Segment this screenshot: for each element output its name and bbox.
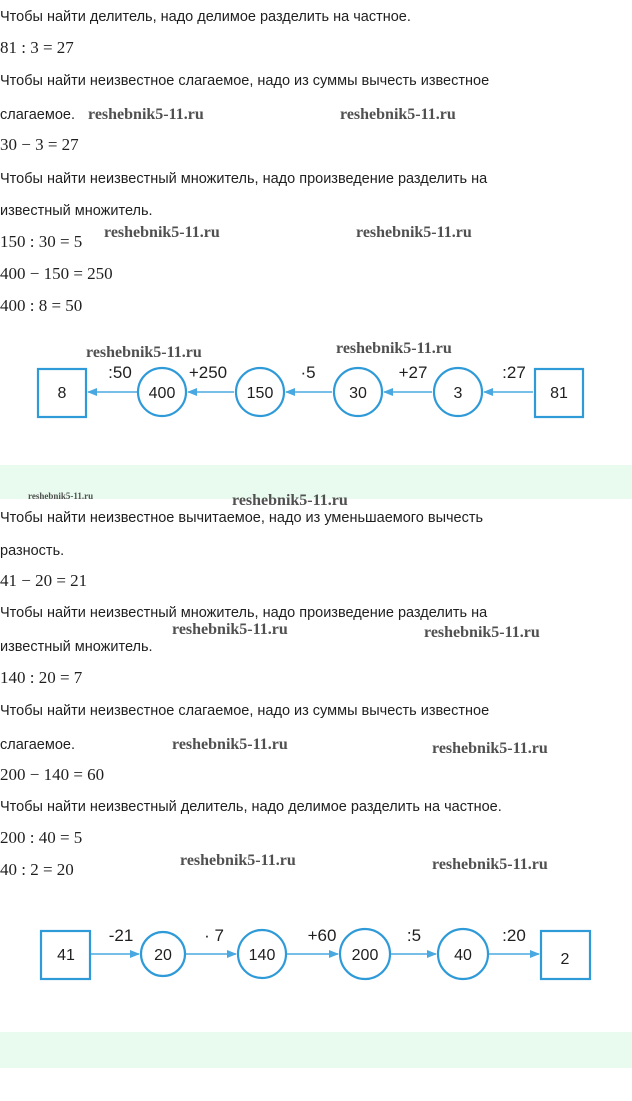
separator-band [0,1032,632,1068]
watermark: reshebnik5-11.ru [172,621,288,638]
equation: 200 − 140 = 60 [0,765,105,784]
rule-text: Чтобы найти неизвестный множитель, надо произведение разделить на [0,605,488,621]
op-label: -21 [108,926,134,945]
equation: 81 : 3 = 27 [0,38,74,57]
rule-text: слагаемое. [0,107,75,123]
op-label: :27 [502,363,526,382]
rule-text: Чтобы найти неизвестный делитель, надо делимое разделить на частное. [0,799,502,815]
node-label: 400 [148,385,176,402]
op-label: +60 [307,926,337,945]
equation: 400 − 150 = 250 [0,264,113,283]
node-label: 8 [57,385,67,402]
rule-text: известный множитель. [0,639,153,655]
rule-text: Чтобы найти делитель, надо делимое разделить на частное. [0,9,411,25]
equation: 30 − 3 = 27 [0,135,79,154]
equation: 40 : 2 = 20 [0,860,74,879]
node-label: 40 [454,947,472,964]
node-label: 81 [550,385,568,402]
equation: 41 − 20 = 21 [0,571,88,590]
watermark: reshebnik5-11.ru [336,340,452,357]
watermark: reshebnik5-11.ru [86,344,202,361]
rule-text: известный множитель. [0,203,153,219]
equation: 400 : 8 = 50 [0,296,83,315]
watermark: reshebnik5-11.ru [28,491,94,501]
rule-text: разность. [0,543,65,559]
node-label: 3 [453,385,463,402]
node-label: 30 [349,385,367,402]
node-label: 41 [57,947,75,964]
op-label: +27 [398,363,428,382]
rule-text: Чтобы найти неизвестное вычитаемое, надо из уменьшаемого вычесть [0,510,484,526]
watermark: reshebnik5-11.ru [432,740,548,757]
chain-diagram-2 [0,920,632,990]
watermark: reshebnik5-11.ru [232,492,348,509]
watermark: reshebnik5-11.ru [172,736,288,753]
rule-text: Чтобы найти неизвестное слагаемое, надо из суммы вычесть известное [0,703,490,719]
op-label: :20 [502,926,526,945]
watermark: reshebnik5-11.ru [88,106,204,123]
op-label: · 7 [204,926,224,945]
node-label: 140 [248,947,276,964]
node-label: 20 [154,947,172,964]
watermark: reshebnik5-11.ru [340,106,456,123]
equation: 200 : 40 = 5 [0,828,83,847]
watermark: reshebnik5-11.ru [424,624,540,641]
equation: 150 : 30 = 5 [0,232,83,251]
watermark: reshebnik5-11.ru [432,856,548,873]
equation: 140 : 20 = 7 [0,668,83,687]
rule-text: Чтобы найти неизвестный множитель, надо произведение разделить на [0,171,488,187]
rule-text: слагаемое. [0,737,75,753]
chain-diagram-1 [0,350,632,430]
rule-text: Чтобы найти неизвестное слагаемое, надо из суммы вычесть известное [0,73,490,89]
watermark: reshebnik5-11.ru [356,224,472,241]
node-label: 200 [351,947,379,964]
op-label: +250 [188,363,228,382]
watermark: reshebnik5-11.ru [104,224,220,241]
watermark: reshebnik5-11.ru [180,852,296,869]
op-label: ·5 [300,363,316,382]
node-label: 150 [246,385,274,402]
op-label: :50 [108,363,132,382]
node-label: 2 [560,951,570,968]
op-label: :5 [406,926,422,945]
